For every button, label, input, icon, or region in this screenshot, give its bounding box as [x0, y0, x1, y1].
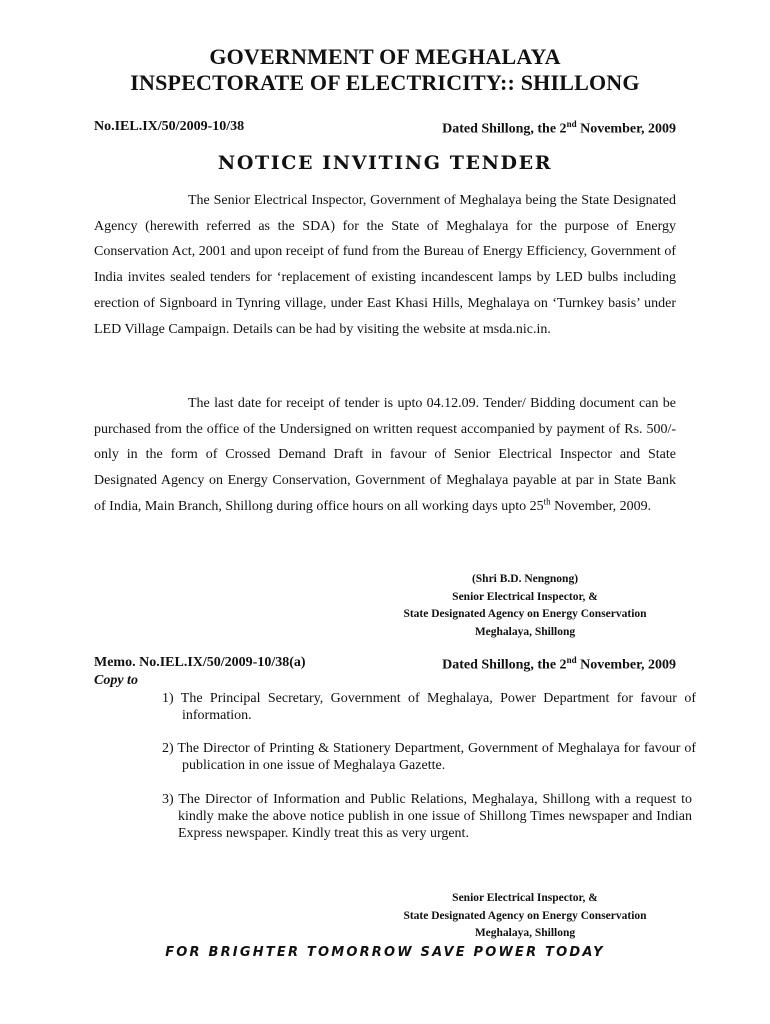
notice-title: NOTICE INVITING TENDER — [217, 152, 553, 174]
memo-date: Dated Shillong, the 2nd November, 2009 — [442, 655, 676, 673]
paragraph-tender-details: The last date for receipt of tender is upto 04.12.09. Tender/ Bidding document can be purchased from the office of the Undersigned on written request accompanied by payment of Rs. 500/- only in the form of Crossed Demand Draft in favour of Senior Electrical Inspector and State Designated Agency on Energy Conservation, Government of Meghalaya payable at par in State Bank of India, Main Branch, Shillong during office hours on all working days upto 25th November, 2009. — [94, 396, 676, 514]
signatory-location: Meghalaya, Shillong — [474, 625, 576, 638]
reference-number: No.IEL.IX/50/2009-10/38 — [94, 119, 245, 134]
signature-block-1 — [380, 571, 670, 641]
reference-date: Dated Shillong, the 2nd November, 2009 — [442, 119, 676, 137]
signatory-agency: State Designated Agency on Energy Conservation — [403, 909, 647, 922]
copy-to-label: Copy to — [94, 673, 138, 688]
signatory-name: (Shri B.D. Nengnong) — [471, 573, 579, 585]
signatory-title: Senior Electrical Inspector, & — [452, 590, 598, 603]
signatory-location: Meghalaya, Shillong — [474, 927, 576, 939]
signatory-title: Senior Electrical Inspector, & — [452, 892, 598, 904]
government-heading: GOVERNMENT OF MEGHALAYA — [209, 44, 561, 69]
signatory-agency: State Designated Agency on Energy Conservation — [403, 608, 647, 620]
copy-item-2: 2) The Director of Printing & Stationery Department, Government of Meghalaya for favour of publication in one issue of Meghalaya Gazette. — [162, 741, 696, 773]
copy-item-3: 3) The Director of Information and Public Relations, Meghalaya, Shillong with a request to kindly make the above notice publish in one issue of Shillong Times newspaper and Indian Express newspaper. Kindly treat this as very urgent. — [162, 792, 692, 841]
copy-item-1: 1) The Principal Secretary, Government of Meghalaya, Power Department for favour of information. — [162, 691, 696, 723]
memo-number: Memo. No.IEL.IX/50/2009-10/38(a) — [94, 655, 306, 670]
paragraph-tender-invitation: The Senior Electrical Inspector, Government of Meghalaya being the State Designated Agency (herewith referred as the SDA) for the State of Meghalaya for the purpose of Energy Conservation Act, 2001 and upon receipt of fund from the Bureau of Energy Efficiency, Government of India invites sealed tenders for ‘replacement of existing incandescent lamps by LED bulbs including erection of Signboard in Tynring village, under East Khasi Hills, Meghalaya on ‘Turnkey basis’ under LED Village Campaign. Details can be had by visiting the website at msda.nic.in. — [94, 193, 676, 337]
inspectorate-heading: INSPECTORATE OF ELECTRICITY:: SHILLONG — [130, 70, 640, 95]
footer-slogan: FOR BRIGHTER TOMORROW SAVE POWER TODAY — [165, 945, 605, 960]
signature-block-2 — [380, 890, 670, 943]
